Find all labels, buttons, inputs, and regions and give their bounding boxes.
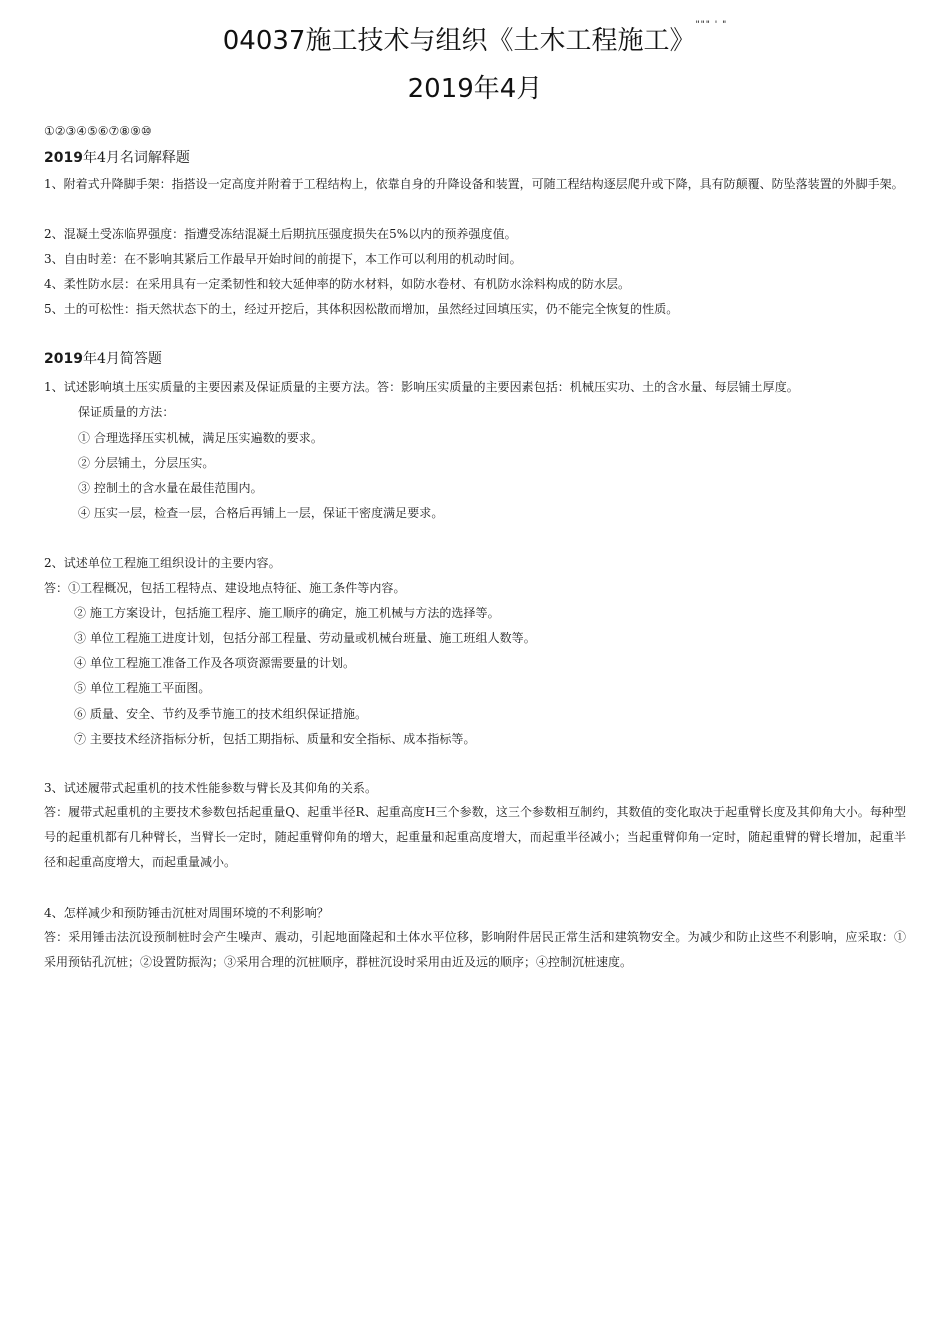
definition-item: 1、附着式升降脚手架：指搭设一定高度并附着于工程结构上，依靠自身的升降设备和装置，可随工程结构逐层爬升或下降，具有防颠覆、防坠落装置的外脚手架。 [44,177,904,191]
question-1-point: ① 合理选择压实机械，满足压实遍数的要求。 [78,431,323,445]
question-1: 1、试述影响填土压实质量的主要因素及保证质量的主要方法。答：影响压实质量的主要因素包括：机械压实功、土的含水量、每层铺土厚度。 [44,380,799,394]
question-2-point: ⑤ 单位工程施工平面图。 [74,681,211,695]
question-2-point: ④ 单位工程施工准备工作及各项资源需要量的计划。 [74,656,356,670]
question-2-point: ② 施工方案设计，包括施工程序、施工顺序的确定，施工机械与方法的选择等。 [74,606,500,620]
question-2-answer: 答：①工程概况，包括工程特点、建设地点特征、施工条件等内容。 [44,581,406,595]
question-3-answer: 答：履带式起重机的主要技术参数包括起重量Q、起重半径R、起重高度H三个参数，这三个参数相互制约，其数值的变化取决于起重臂长度及其仰角大小。每种型号的起重机都有几种臂长，当臂长一定时，随起重臂仰角的增大，起重量和起重高度增大，而起重半径减小；当起重臂仰角一定时，随起重臂的臂长增加，起重半径和起重高度增大，而起重量减小。 [44,805,906,869]
question-3: 3、试述履带式起重机的技术性能参数与臂长及其仰角的关系。 [44,781,378,795]
question-1-point: ② 分层铺土，分层压实。 [78,456,215,470]
question-1-point: ④ 压实一层，检查一层，合格后再铺上一层，保证干密度满足要求。 [78,506,444,520]
definition-item: 4、柔性防水层：在采用具有一定柔韧性和较大延伸率的防水材料，如防水卷材、有机防水涂料构成的防水层。 [44,277,631,291]
question-4-answer: 答：采用锤击法沉设预制桩时会产生噪声、震动，引起地面隆起和土体水平位移，影响附件居民正常生活和建筑物安全。为减少和防止这些不利影响，应采取：①采用预钻孔沉桩；②设置防振沟；③采用合理的沉桩顺序，群桩沉设时采用由近及远的顺序；④控制沉桩速度。 [44,930,906,969]
document-date: 2019年4月 [407,74,543,104]
question-2-point: ⑦ 主要技术经济指标分析，包括工期指标、质量和安全指标、成本指标等。 [74,732,476,746]
question-2: 2、试述单位工程施工组织设计的主要内容。 [44,556,281,570]
question-1-sub: 保证质量的方法： [78,405,175,419]
question-2-point: ③ 单位工程施工进度计划，包括分部工程量、劳动量或机械台班量、施工班组人数等。 [74,631,536,645]
circled-numbers: ①②③④⑤⑥⑦⑧⑨⑩ [44,124,152,138]
definition-item: 3、自由时差：在不影响其紧后工作最早开始时间的前提下，本工作可以利用的机动时间。 [44,252,522,266]
title-tail-marks: """ ' " [695,20,728,30]
title-main: 04037施工技术与组织《土木工程施工》 [222,26,696,56]
question-2-point: ⑥ 质量、安全、节约及季节施工的技术组织保证措施。 [74,707,368,721]
heading-text: 年4月名词解释题 [82,150,190,166]
section-heading-short-answer [44,348,162,368]
heading-year: 2019 [44,150,83,166]
heading-year: 2019 [44,351,83,367]
question-1-point: ③ 控制土的含水量在最佳范围内。 [78,481,263,495]
definition-item: 5、土的可松性：指天然状态下的土，经过开挖后，其体积因松散而增加，虽然经过回填压实，仍不能完全恢复的性质。 [44,302,679,316]
definition-item: 2、混凝土受冻临界强度：指遭受冻结混凝土后期抗压强度损失在5%以内的预养强度值。 [44,227,517,241]
heading-text: 年4月简答题 [82,351,162,367]
question-4: 4、怎样减少和预防锤击沉桩对周围环境的不利影响？ [44,906,329,920]
section-heading-definitions [44,147,190,167]
document-title [0,20,950,57]
